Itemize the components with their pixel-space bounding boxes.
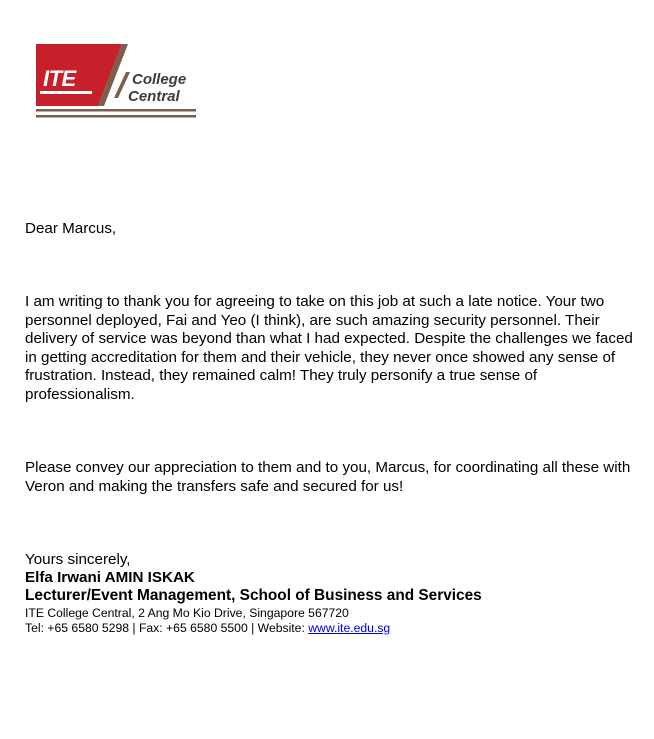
ite-college-central-logo [36, 44, 202, 124]
salutation: Dear Marcus, [25, 220, 117, 237]
logo-stripe-2 [36, 115, 196, 118]
signoff: Yours sincerely, [25, 551, 131, 568]
signature-name: Elfa Irwani AMIN ISKAK [25, 569, 195, 586]
paragraph-appreciation: Please convey our appreciation to them and to you, Marcus, for coordinating all these with Veron and making the transfers safe and secured for us! [25, 459, 631, 495]
signature-title: Lecturer/Event Management, School of Business and Services [25, 587, 482, 604]
logo-mark-underline [40, 91, 92, 94]
logo-graphic [36, 44, 202, 124]
logo-name-line1: College [132, 71, 187, 88]
website-link[interactable]: www.ite.edu.sg [308, 621, 391, 635]
signature-address: ITE College Central, 2 Ang Mo Kio Drive, Singapore 567720 [25, 606, 349, 620]
contact-details: Tel: +65 6580 5298 | Fax: +65 6580 5500 | Website: [25, 621, 309, 635]
logo-stripe-1 [36, 109, 196, 112]
paragraph-thanks: I am writing to thank you for agreeing to take on this job at such a late notice. Your two personnel deployed, Fai and Yeo (I think), are such amazing security personnel. Their delivery of service was beyond than what I had expected. Despite the challenges we faced in getting accreditation for them and their vehicle, they never once showed any sense of frustration. Instead, they remained calm! They truly personify a true sense of professionalism. [25, 293, 633, 403]
logo-name-line2: Central [128, 88, 180, 105]
signature-contact [25, 621, 390, 636]
logo-mark-text: ITE [43, 66, 76, 91]
